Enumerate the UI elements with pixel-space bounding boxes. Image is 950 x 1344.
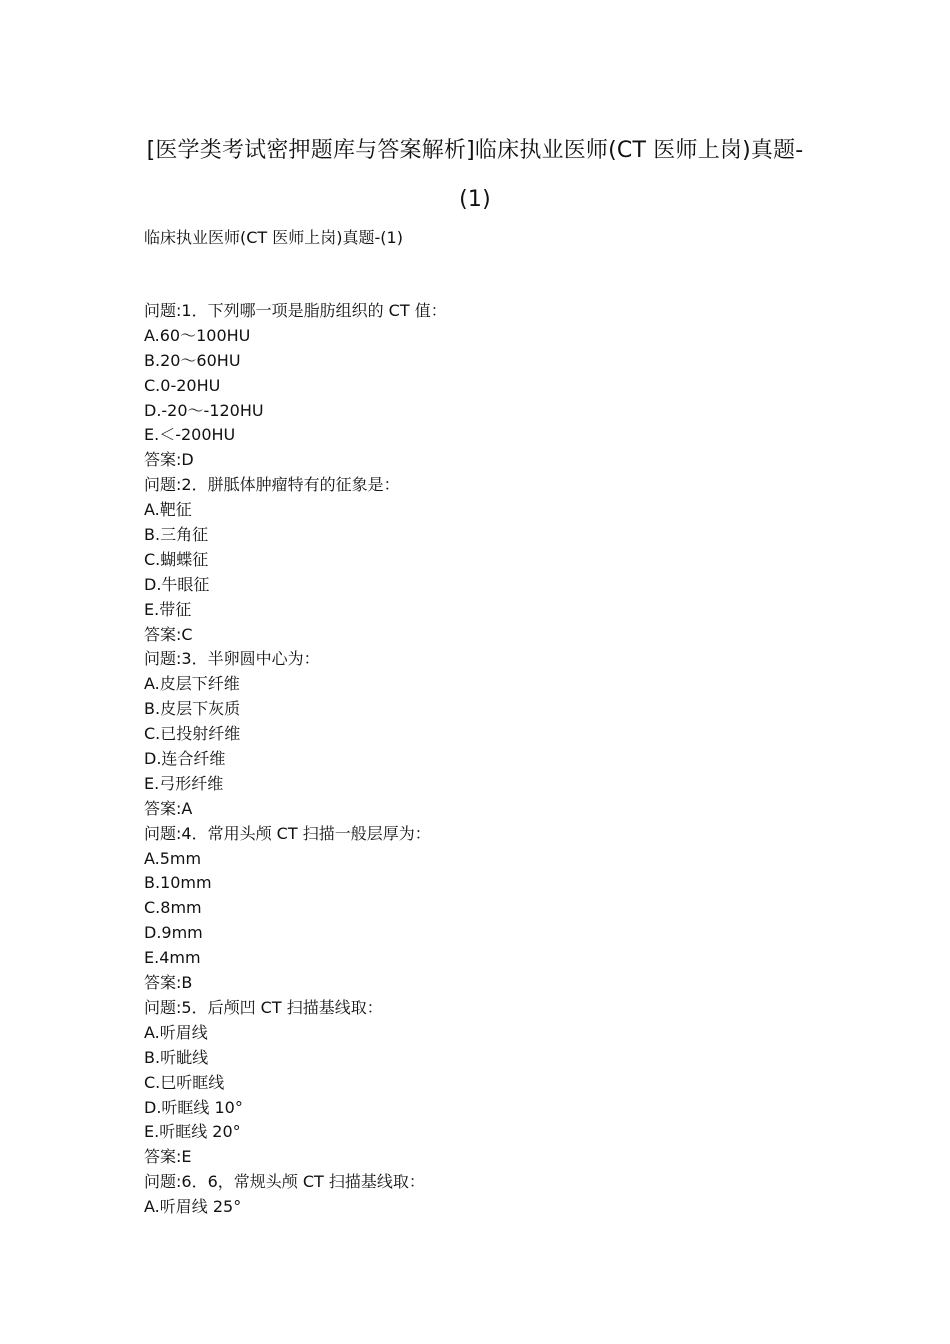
option-line: B.三角征 (144, 525, 209, 545)
option-line: A.听眉线 (144, 1022, 208, 1042)
option-line: B.20～60HU (144, 350, 241, 370)
option-line: E.听眶线 20° (144, 1122, 241, 1142)
option-line: A.靶征 (144, 500, 192, 520)
document-title-line-2: (1) (459, 187, 491, 212)
option-line: B.10mm (144, 873, 212, 893)
question-line: 问题:3．半卵圆中心为： (144, 649, 320, 669)
option-line: B.皮层下灰质 (144, 699, 241, 719)
answer-line: 答案:A (144, 798, 193, 818)
option-line: D.牛眼征 (144, 574, 210, 594)
question-line: 问题:5．后颅凹 CT 扫描基线取： (144, 997, 383, 1017)
option-line: D.听眶线 10° (144, 1097, 243, 1117)
option-line: B.听眦线 (144, 1047, 209, 1067)
document-title-line-1: [医学类考试密押题库与答案解析]临床执业医师(CT 医师上岗)真题- (146, 138, 804, 163)
option-line: D.9mm (144, 923, 203, 943)
answer-line: 答案:E (144, 1147, 192, 1167)
option-line: A.听眉线 25° (144, 1197, 242, 1217)
document-subtitle: 临床执业医师(CT 医师上岗)真题-(1) (144, 228, 403, 247)
question-list (144, 299, 844, 1220)
option-line: E.带征 (144, 599, 192, 619)
question-line: 问题:2．胼胝体肿瘤特有的征象是： (144, 475, 400, 495)
option-line: C.8mm (144, 898, 202, 918)
question-line: 问题:6．6，常规头颅 CT 扫描基线取： (144, 1172, 425, 1192)
option-line: A.皮层下纤维 (144, 674, 240, 694)
question-line: 问题:4．常用头颅 CT 扫描一般层厚为： (144, 823, 431, 843)
answer-line: 答案:D (144, 450, 194, 470)
option-line: E.弓形纤维 (144, 773, 224, 793)
question-line: 问题:1．下列哪一项是脂肪组织的 CT 值： (144, 301, 447, 320)
option-line: E.4mm (144, 948, 201, 968)
answer-line: 答案:B (144, 973, 193, 993)
option-line: E.＜-200HU (144, 425, 236, 445)
option-line: C.蝴蝶征 (144, 549, 209, 569)
option-line: D.连合纤维 (144, 749, 226, 769)
option-line: A.60～100HU (144, 325, 251, 345)
option-line: D.-20～-120HU (144, 400, 264, 420)
option-line: C.0-20HU (144, 375, 221, 395)
answer-line: 答案:C (144, 624, 193, 644)
option-line: A.5mm (144, 848, 202, 868)
option-line: C.巳听眶线 (144, 1072, 225, 1092)
option-line: C.已投射纤维 (144, 724, 241, 744)
